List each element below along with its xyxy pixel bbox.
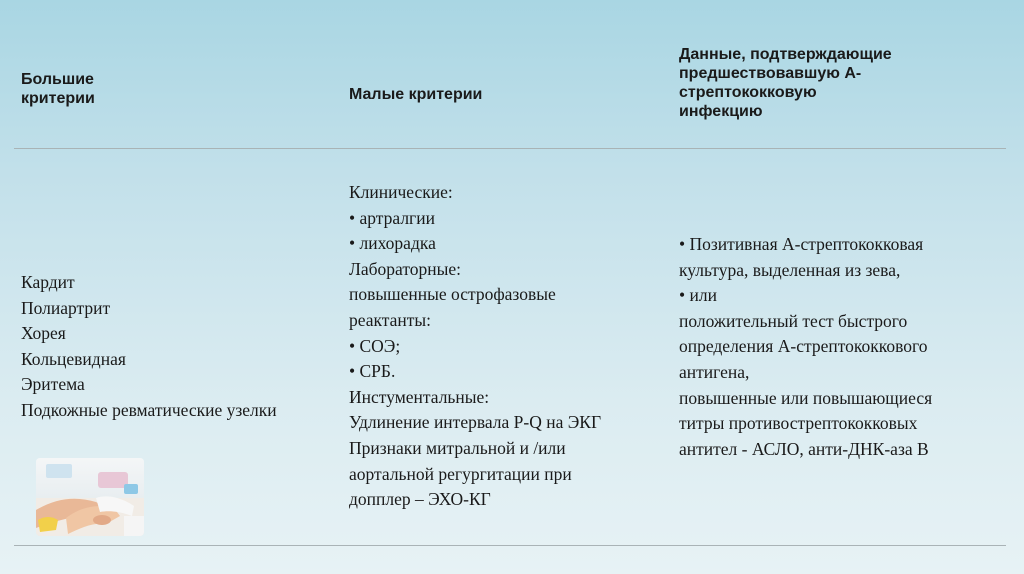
header-infection-evidence bbox=[679, 45, 999, 121]
header-major-criteria bbox=[21, 70, 221, 108]
minor-criterion-line: аортальной регургитации при bbox=[349, 463, 572, 484]
evidence-line: антигена, bbox=[679, 361, 750, 382]
major-criterion: Полиартрит bbox=[21, 297, 111, 318]
header-line: Малые критерии bbox=[349, 86, 483, 103]
evidence-line: определения А-стрептококкового bbox=[679, 336, 928, 357]
evidence-line: • или bbox=[679, 285, 717, 306]
minor-criterion-line: реактанты: bbox=[349, 309, 432, 330]
header-line: предшествовавшую А- bbox=[679, 65, 862, 82]
hands-examination-photo bbox=[36, 458, 144, 536]
evidence-line: положительный тест быстрого bbox=[679, 310, 908, 331]
minor-criterion-line: Признаки митральной и /или bbox=[349, 437, 566, 458]
header-line: инфекцию bbox=[679, 103, 763, 120]
evidence-line: культура, выделенная из зева, bbox=[679, 259, 901, 280]
minor-criterion-line: • СРБ. bbox=[349, 361, 396, 382]
table-bottom-divider bbox=[14, 545, 1006, 546]
photo-illustration bbox=[36, 458, 144, 536]
major-criterion: Подкожные ревматические узелки bbox=[21, 399, 277, 420]
minor-criterion-line: • СОЭ; bbox=[349, 335, 401, 356]
header-line: Большие bbox=[21, 71, 94, 88]
major-criterion: Эритема bbox=[21, 374, 85, 395]
infection-evidence-cell bbox=[679, 232, 1009, 462]
minor-criterion-line: Клинические: bbox=[349, 182, 453, 202]
evidence-line: повышенные или повышающиеся bbox=[679, 387, 933, 408]
header-minor-criteria bbox=[349, 85, 649, 104]
header-line: стрептококковую bbox=[679, 84, 817, 101]
header-line: критерии bbox=[21, 90, 95, 107]
major-criterion: Кардит bbox=[21, 272, 75, 292]
major-criterion: Хорея bbox=[21, 323, 66, 344]
minor-criterion-line: Инстументальные: bbox=[349, 386, 490, 407]
minor-criterion-line: повышенные острофазовые bbox=[349, 284, 556, 305]
minor-criterion-line: Удлинение интервала P-Q на ЭКГ bbox=[349, 412, 602, 433]
minor-criterion-line: • артралгии bbox=[349, 207, 435, 228]
evidence-line: • Позитивная А-стрептококковая bbox=[679, 234, 924, 254]
minor-criterion-line: допплер – ЭХО-КГ bbox=[349, 489, 491, 510]
minor-criterion-line: Лабораторные: bbox=[349, 258, 462, 279]
major-criteria-cell bbox=[21, 270, 351, 424]
minor-criteria-cell bbox=[349, 180, 669, 513]
minor-criterion-line: • лихорадка bbox=[349, 233, 436, 254]
evidence-line: титры противострептококковых bbox=[679, 413, 918, 434]
evidence-line: антител - АСЛО, анти-ДНК-аза В bbox=[679, 438, 929, 459]
header-line: Данные, подтверждающие bbox=[679, 46, 892, 63]
major-criterion: Кольцевидная bbox=[21, 348, 126, 369]
header-divider bbox=[14, 148, 1006, 149]
